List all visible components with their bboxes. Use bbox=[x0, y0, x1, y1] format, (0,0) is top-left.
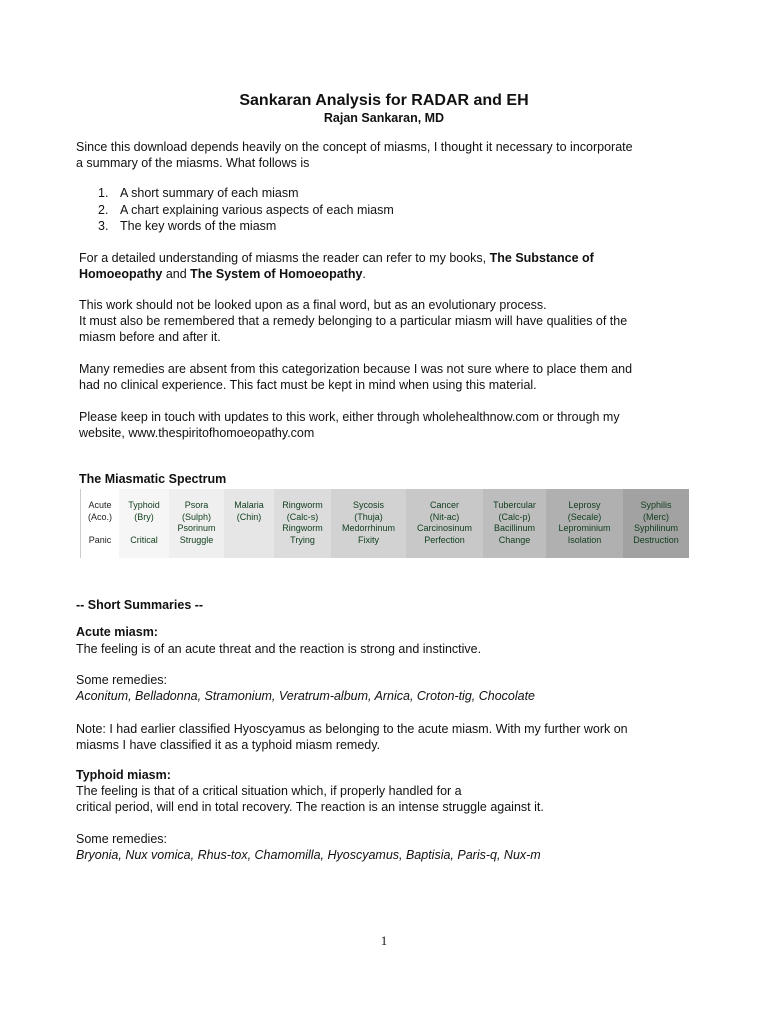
spectrum-keyword: Panic bbox=[88, 534, 112, 545]
books-paragraph bbox=[79, 250, 594, 282]
spectrum-miasm-name: Syphilis bbox=[640, 500, 672, 510]
spectrum-nosode: Syphilinum bbox=[633, 523, 679, 533]
list-number: 3. bbox=[98, 219, 109, 233]
acute-remedies-label: Some remedies: bbox=[76, 673, 168, 687]
book-title-substance: The Substance of bbox=[489, 251, 594, 265]
evolution-paragraph bbox=[79, 297, 627, 345]
list-item bbox=[98, 185, 394, 202]
spectrum-nosode: Bacillinum bbox=[493, 523, 535, 533]
book-title-substance-cont: Homoeopathy bbox=[79, 267, 163, 281]
spectrum-column bbox=[483, 489, 546, 558]
document-title: Sankaran Analysis for RADAR and EH bbox=[239, 92, 529, 109]
spectrum-nosode: Medorrhinum bbox=[341, 523, 396, 533]
evolution-line-3: miasm before and after it. bbox=[79, 330, 221, 344]
spectrum-keyword: Fixity bbox=[358, 534, 379, 545]
document-author: Rajan Sankaran, MD bbox=[323, 111, 445, 125]
acute-miasm-text: The feeling is of an acute threat and the reaction is strong and instinctive. bbox=[76, 642, 482, 656]
acute-miasm-heading: Acute miasm: bbox=[76, 625, 158, 639]
spectrum-remedy: (Bry) bbox=[134, 511, 154, 522]
spectrum-column bbox=[169, 489, 224, 558]
spectrum-nosode: Psorinum bbox=[177, 523, 216, 533]
list-text: The key words of the miasm bbox=[120, 219, 277, 233]
contact-paragraph bbox=[79, 409, 620, 441]
absent-line-2: had no clinical experience. This fact must be kept in mind when using this material. bbox=[79, 378, 537, 392]
contact-line-1: Please keep in touch with updates to this work, either through wholehealthnow.com or through my bbox=[79, 410, 620, 424]
acute-note bbox=[76, 721, 628, 753]
spectrum-column bbox=[274, 489, 331, 558]
list-number: 2. bbox=[98, 202, 109, 217]
spectrum-remedy: (Calc-s) bbox=[286, 511, 319, 522]
spectrum-miasm-name: Ringworm bbox=[282, 500, 323, 510]
typhoid-line-2: critical period, will end in total recovery. The reaction is an intense struggle against it. bbox=[76, 800, 544, 814]
spectrum-nosode: Leprominium bbox=[558, 523, 611, 533]
spectrum-miasm-name: Acute bbox=[88, 500, 112, 510]
acute-remedies-list: Aconitum, Belladonna, Stramonium, Veratrum-album, Arnica, Croton-tig, Chocolate bbox=[76, 689, 536, 703]
absent-line-1: Many remedies are absent from this categorization because I was not sure where to place them and bbox=[79, 362, 633, 376]
spectrum-column bbox=[119, 489, 169, 558]
spectrum-remedy: (Aco.) bbox=[87, 511, 112, 522]
contents-list bbox=[98, 185, 394, 235]
spectrum-keyword: Perfection bbox=[424, 534, 465, 545]
absent-paragraph bbox=[79, 361, 632, 393]
spectrum-miasm-name: Malaria bbox=[234, 500, 264, 510]
typhoid-miasm-text bbox=[76, 783, 544, 815]
spectrum-nosode: Carcinosinum bbox=[416, 523, 473, 533]
book-title-system: The System of Homoeopathy bbox=[190, 267, 363, 281]
spectrum-remedy: (Chin) bbox=[236, 511, 262, 522]
books-and: and bbox=[162, 267, 191, 281]
spectrum-miasm-name: Psora bbox=[184, 500, 209, 510]
books-suffix: . bbox=[362, 267, 366, 281]
spectrum-miasm-name: Sycosis bbox=[352, 500, 384, 510]
spectrum-keyword: Isolation bbox=[567, 534, 602, 545]
spectrum-column bbox=[406, 489, 483, 558]
spectrum-remedy: (Nit-ac) bbox=[429, 511, 460, 522]
page-number: 1 bbox=[380, 933, 388, 948]
spectrum-column bbox=[224, 489, 274, 558]
typhoid-remedies-label: Some remedies: bbox=[76, 832, 168, 846]
list-item bbox=[98, 202, 394, 219]
miasmatic-spectrum-table bbox=[80, 489, 689, 558]
spectrum-column bbox=[331, 489, 406, 558]
spectrum-remedy: (Merc) bbox=[643, 511, 669, 522]
spectrum-remedy: (Calc-p) bbox=[498, 511, 531, 522]
books-prefix: For a detailed understanding of miasms the reader can refer to my books, bbox=[79, 251, 490, 265]
spectrum-keyword: Trying bbox=[290, 534, 315, 545]
spectrum-miasm-name: Typhoid bbox=[128, 500, 160, 510]
spectrum-keyword: Change bbox=[498, 534, 531, 545]
intro-line-2: a summary of the miasms. What follows is bbox=[76, 156, 310, 170]
spectrum-nosode: Ringworm bbox=[282, 523, 323, 533]
spectrum-miasm-name: Tubercular bbox=[493, 500, 536, 510]
list-number: 1. bbox=[98, 186, 109, 200]
typhoid-miasm-heading: Typhoid miasm: bbox=[76, 768, 171, 782]
list-text: A short summary of each miasm bbox=[120, 186, 299, 200]
intro-paragraph bbox=[76, 139, 633, 171]
spectrum-keyword: Struggle bbox=[179, 534, 214, 545]
spectrum-miasm-name: Cancer bbox=[429, 500, 459, 510]
evolution-line-2: It must also be remembered that a remedy belonging to a particular miasm will have qualities of the bbox=[79, 314, 628, 328]
contact-line-2: website, www.thespiritofhomoeopathy.com bbox=[79, 426, 315, 440]
spectrum-keyword: Critical bbox=[130, 534, 158, 545]
short-summaries-heading: -- Short Summaries -- bbox=[76, 598, 204, 612]
spectrum-remedy: (Sulph) bbox=[181, 511, 211, 522]
spectrum-column bbox=[623, 489, 689, 558]
spectrum-keyword: Destruction bbox=[633, 534, 679, 545]
spectrum-column bbox=[81, 489, 119, 558]
spectrum-miasm-name: Leprosy bbox=[568, 500, 601, 510]
spectrum-column bbox=[546, 489, 623, 558]
list-text: A chart explaining various aspects of each miasm bbox=[120, 202, 394, 217]
intro-line-1: Since this download depends heavily on the concept of miasms, I thought it necessary to incorporate bbox=[76, 140, 633, 154]
spectrum-heading: The Miasmatic Spectrum bbox=[79, 472, 227, 486]
acute-note-line-1: Note: I had earlier classified Hyoscyamus as belonging to the acute miasm. With my further work on bbox=[76, 722, 628, 736]
typhoid-remedies-list: Bryonia, Nux vomica, Rhus-tox, Chamomilla, Hyoscyamus, Baptisia, Paris-q, Nux-m bbox=[76, 848, 541, 862]
list-item bbox=[98, 218, 394, 235]
acute-note-line-2: miasms I have classified it as a typhoid miasm remedy. bbox=[76, 738, 381, 752]
evolution-line-1: This work should not be looked upon as a final word, but as an evolutionary process. bbox=[79, 298, 547, 312]
spectrum-remedy: (Secale) bbox=[567, 511, 602, 522]
typhoid-line-1: The feeling is that of a critical situation which, if properly handled for a bbox=[76, 784, 462, 798]
spectrum-remedy: (Thuja) bbox=[354, 511, 383, 522]
